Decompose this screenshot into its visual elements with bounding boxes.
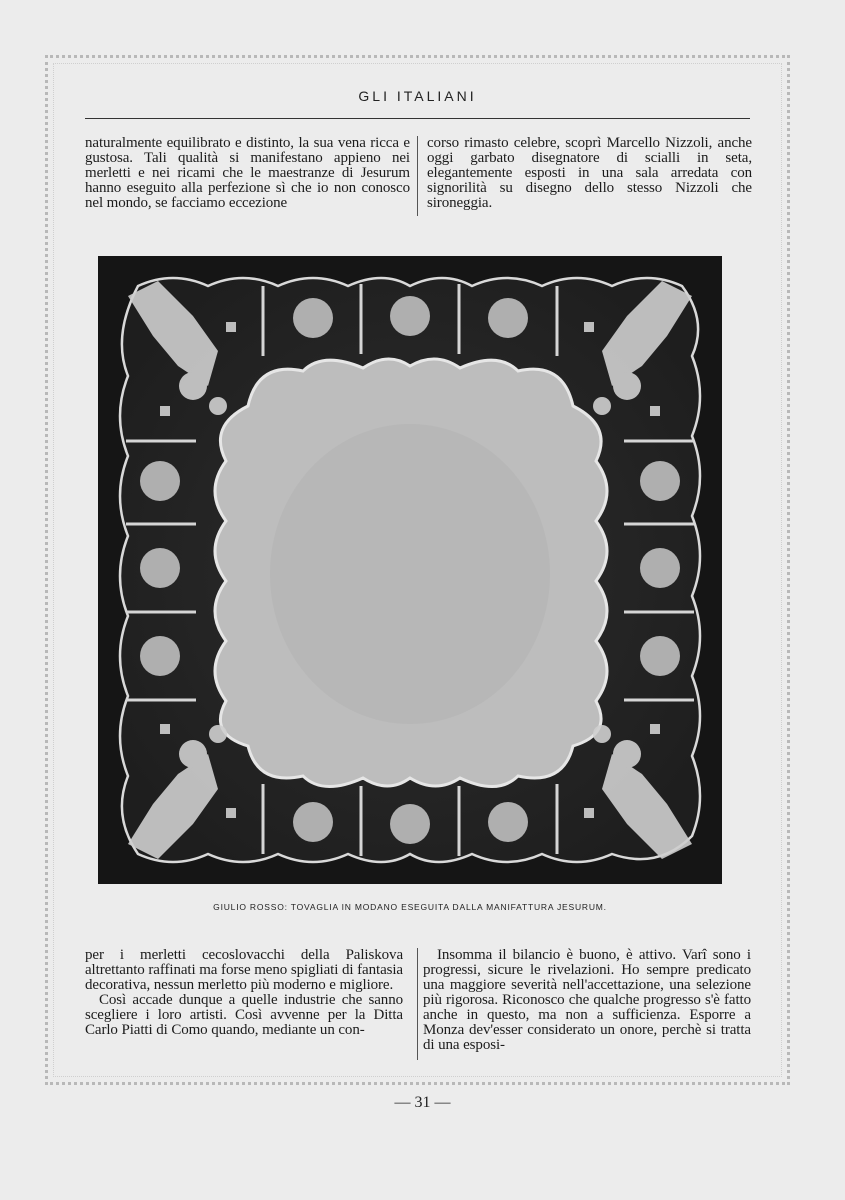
paragraph: naturalmente equilibrato e distinto, la sua vena ricca e gustosa. Tali qualità si manifestano appieno nei merletti e nei ricami che le maestranze di Jesurum hanno eseguito alla perfezione sì che io non conosco nel mondo, se facciamo eccezione <box>85 135 410 211</box>
running-head: GLI ITALIANI <box>358 88 477 104</box>
tablecloth-illustration <box>98 256 722 884</box>
paragraph: corso rimasto celebre, scoprì Marcello Nizzoli, anche oggi garbato disegnatore di scialli in seta, elegantemente esposti in una sala arredata con signorilità su disegno dello stesso Nizzoli che sironeggia. <box>427 135 752 211</box>
tablecloth-photograph <box>98 256 722 884</box>
top-right-column <box>427 136 752 211</box>
header-rule <box>85 118 750 119</box>
paragraph: per i merletti cecoslovacchi della Paliskova altrettanto raffinati ma forse meno spigliati di fantasia decorativa, nessun merletto più moderno e migliore. <box>85 947 403 993</box>
bottom-right-column <box>423 948 751 1053</box>
column-divider <box>417 948 418 1060</box>
bottom-left-column <box>85 948 403 1038</box>
page-number: — 31 — <box>394 1094 451 1111</box>
mesh-shading <box>270 424 550 724</box>
top-left-column <box>85 136 410 211</box>
column-divider <box>417 136 418 216</box>
paragraph: Così accade dunque a quelle industrie che sanno scegliere i loro artisti. Così avvenne per la Ditta Carlo Piatti di Como quando, mediante un con- <box>85 992 403 1038</box>
figure-caption: GIULIO ROSSO: TOVAGLIA IN MODANO ESEGUITA DALLA MANIFATTURA JESURUM. <box>213 902 607 912</box>
paragraph: Insomma il bilancio è buono, è attivo. Varî sono i progressi, sicure le rivelazioni. Ho sempre predicato una maggiore severità nell'accettazione, una selezione più rigorosa. Riconosco che qualche progresso s'è fatto anche in questo, ma non a sufficienza. Esporre a Monza dev'esser considerato un onore, perchè si tratta di una esposi- <box>423 947 751 1053</box>
